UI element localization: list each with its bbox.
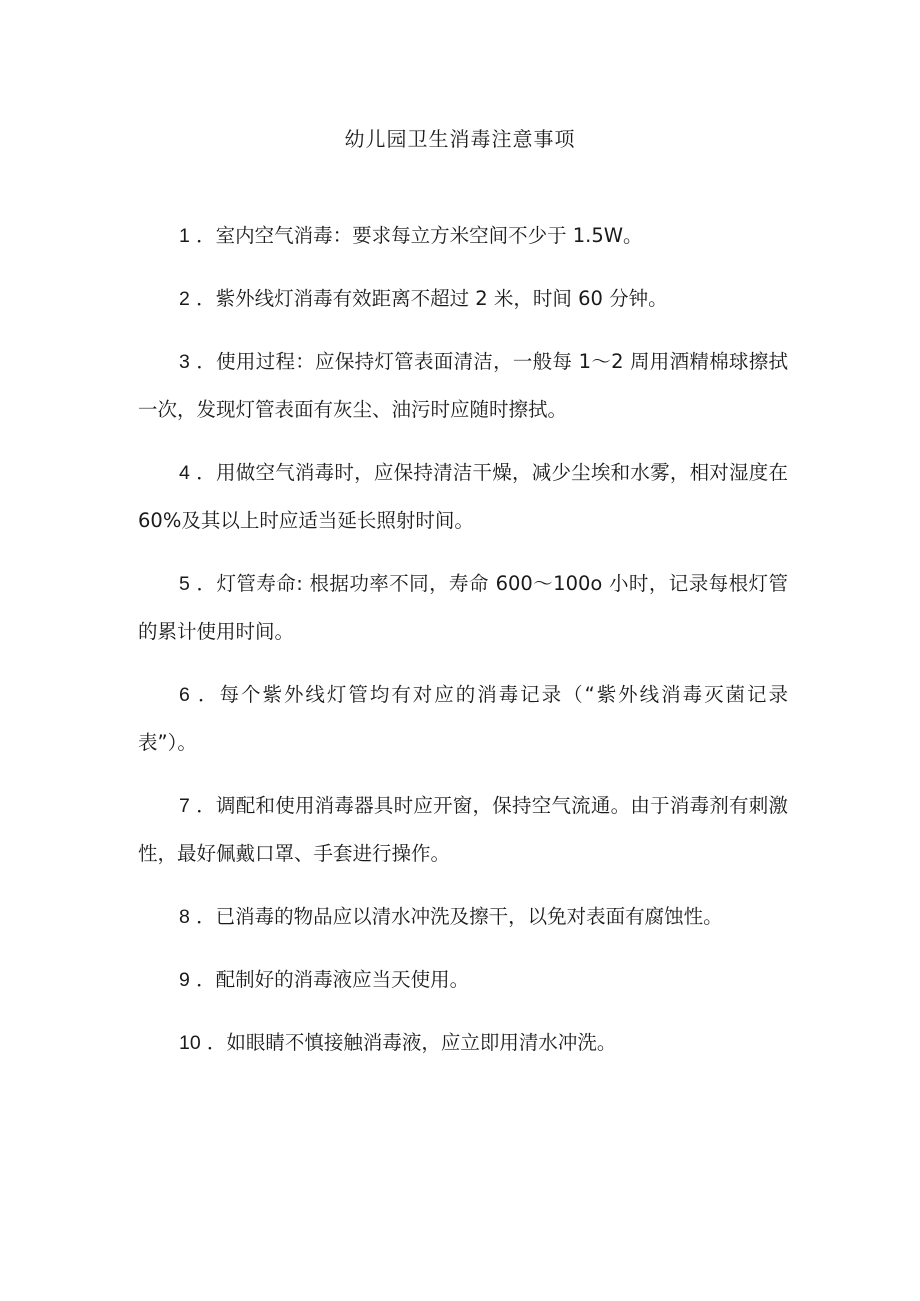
item-number: 9 (179, 969, 190, 991)
list-item-4 (138, 449, 788, 545)
list-item-7 (138, 782, 788, 878)
list-item-2 (138, 275, 788, 323)
item-text: ．配制好的消毒液应当天使用。 (196, 968, 470, 991)
item-text: ．灯管寿命: 根据功率不同，寿命 600～100o 小时，记录每根灯管的累计使用时间。 (138, 572, 788, 643)
document-title: 幼儿园卫生消毒注意事项 (344, 127, 576, 151)
item-number: 4 (179, 462, 190, 484)
item-text: ．每个紫外线灯管均有对应的消毒记录（“紫外线消毒灭菌记录表”）。 (138, 683, 789, 754)
item-text: ．使用过程：应保持灯管表面清洁，一般每 1～2 周用酒精棉球擦拭一次，发现灯管表面有灰尘、油污时应随时擦拭。 (138, 350, 788, 421)
list-item-6 (138, 671, 788, 767)
item-number: 3 (179, 351, 190, 373)
list-item-9 (138, 956, 788, 1004)
item-number: 8 (179, 906, 190, 928)
item-text: ．室内空气消毒：要求每立方米空间不少于 1.5W。 (196, 224, 643, 247)
item-number: 2 (179, 288, 190, 310)
list-item-8 (138, 893, 788, 941)
item-text: ．用做空气消毒时，应保持清洁干燥，减少尘埃和水雾，相对湿度在 60%及其以上时应适当延长照射时间。 (138, 461, 788, 532)
document-body (138, 212, 788, 1082)
item-number: 7 (179, 795, 190, 817)
item-text: ．已消毒的物品应以清水冲洗及擦干，以免对表面有腐蚀性。 (196, 905, 723, 928)
item-text: ．调配和使用消毒器具时应开窗，保持空气流通。由于消毒剂有刺激性，最好佩戴口罩、手套进行操作。 (138, 794, 788, 865)
list-item-5 (138, 560, 788, 656)
item-text: ．紫外线灯消毒有效距离不超过 2 米，时间 60 分钟。 (196, 287, 668, 310)
item-number: 10 (179, 1032, 201, 1054)
item-number: 5 (179, 573, 190, 595)
item-number: 1 (179, 225, 190, 247)
list-item-1 (138, 212, 788, 260)
item-text: ．如眼睛不慎接触消毒液，应立即用清水冲洗。 (206, 1031, 617, 1054)
list-item-3 (138, 338, 788, 434)
item-number: 6 (179, 684, 190, 706)
list-item-10 (138, 1019, 788, 1067)
